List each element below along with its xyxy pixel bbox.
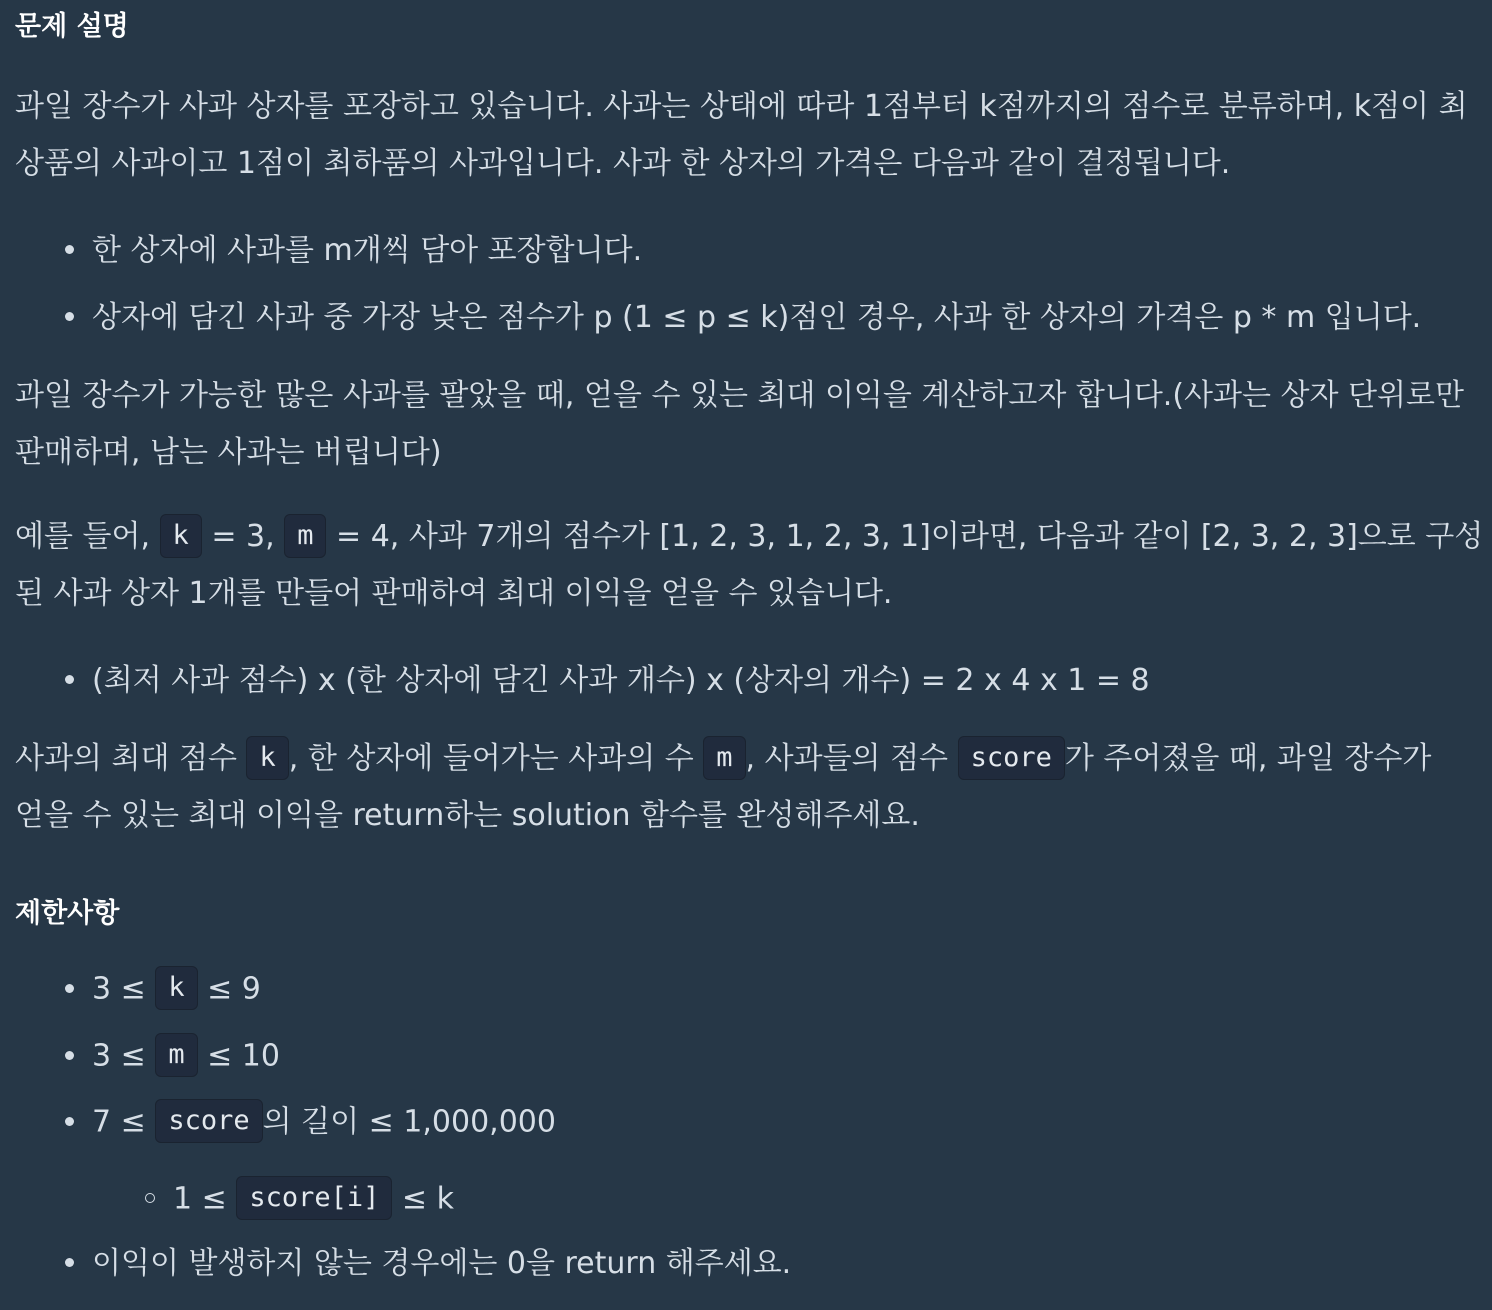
example-formula: (최저 사과 점수) x (한 상자에 담긴 사과 개수) x (상자의 개수) = 2 x 4 x 1 = 8 (92, 663, 1150, 698)
bullet-dot (65, 312, 74, 321)
inline-code-score-i: score[i] (236, 1176, 392, 1220)
constraint-text: ≤ 10 (207, 1038, 280, 1074)
constraints-heading: 제한사항 (15, 898, 120, 929)
constraint-text: ≤ k (401, 1181, 454, 1217)
task-line-1 (15, 730, 1475, 787)
example-text-pre: 예를 들어, (15, 519, 150, 554)
bullet-dot (65, 1051, 74, 1060)
task-text-mid2: , 사과들의 점수 (745, 741, 949, 776)
task-paragraph (15, 730, 1475, 844)
constraint-item-no-profit (65, 1244, 791, 1284)
example-paragraph (15, 508, 1484, 622)
bullet-dot (65, 984, 74, 993)
goal-line-2: 판매하며, 남는 사과는 버립니다) (15, 435, 442, 470)
inline-code-k: k (155, 966, 197, 1010)
task-text-pre: 사과의 최대 점수 (15, 741, 237, 776)
bullet-dot (65, 1117, 74, 1126)
intro-line-1: 과일 장수가 사과 상자를 포장하고 있습니다. 사과는 상태에 따라 1점부터 k점까지의 점수로 분류하며, k점이 최 (15, 89, 1468, 124)
constraint-item-score-length (65, 1101, 556, 1145)
task-line-2: 얻을 수 있는 최대 이익을 return하는 solution 함수를 완성해주세요. (15, 798, 920, 833)
constraint-text: 1 ≤ (173, 1181, 227, 1217)
example-line-2: 된 사과 상자 1개를 만들어 판매하여 최대 이익을 얻을 수 있습니다. (15, 576, 893, 611)
example-text-mid: = 3, (211, 519, 275, 554)
inline-code-k: k (160, 514, 202, 558)
constraint-item-k (65, 968, 261, 1012)
bullet-dot (65, 245, 74, 254)
example-text-post: = 4, 사과 7개의 점수가 [1, 2, 3, 1, 2, 3, 1]이라면, 다음과 같이 [2, 3, 2, 3]으로 구성 (336, 519, 1484, 554)
intro-line-2: 상품의 사과이고 1점이 최하품의 사과입니다. 사과 한 상자의 가격은 다음과 같이 결정됩니다. (15, 146, 1231, 181)
constraint-text: 이익이 발생하지 않는 경우에는 0을 return 해주세요. (92, 1246, 792, 1281)
rule-list-item (65, 298, 1421, 338)
constraint-text: 3 ≤ (92, 971, 146, 1007)
bullet-dot (65, 1258, 74, 1267)
rule-list-item (65, 231, 642, 271)
rule-text: 한 상자에 사과를 m개씩 담아 포장합니다. (92, 233, 643, 268)
task-text-mid1: , 한 상자에 들어가는 사과의 수 (288, 741, 694, 776)
constraint-text: 7 ≤ (92, 1104, 146, 1140)
example-line-1 (15, 508, 1484, 565)
inline-code-score: score (958, 736, 1065, 780)
inline-code-m: m (703, 736, 745, 780)
constraint-text: ≤ 9 (207, 971, 261, 1007)
intro-paragraph (15, 78, 1475, 192)
goal-line-1: 과일 장수가 가능한 많은 사과를 팔았을 때, 얻을 수 있는 최대 이익을 계산하고자 합니다.(사과는 상자 단위로만 (15, 378, 1464, 413)
inline-code-m: m (284, 514, 326, 558)
task-text-post: 가 주어졌을 때, 과일 장수가 (1064, 741, 1432, 776)
bullet-dot (65, 675, 74, 684)
description-heading: 문제 설명 (15, 11, 129, 42)
hollow-bullet (145, 1193, 155, 1203)
constraint-item-m (65, 1035, 280, 1079)
constraint-subitem-score-range (145, 1178, 454, 1222)
goal-paragraph (15, 367, 1475, 481)
inline-code-m: m (155, 1033, 197, 1077)
constraint-text: 3 ≤ (92, 1038, 146, 1074)
inline-code-k: k (246, 736, 288, 780)
constraint-text: 의 길이 ≤ 1,000,000 (262, 1104, 556, 1140)
example-list-item (65, 661, 1150, 701)
inline-code-score: score (155, 1099, 262, 1143)
rule-text: 상자에 담긴 사과 중 가장 낮은 점수가 p (1 ≤ p ≤ k)점인 경우, 사과 한 상자의 가격은 p * m 입니다. (92, 300, 1422, 335)
